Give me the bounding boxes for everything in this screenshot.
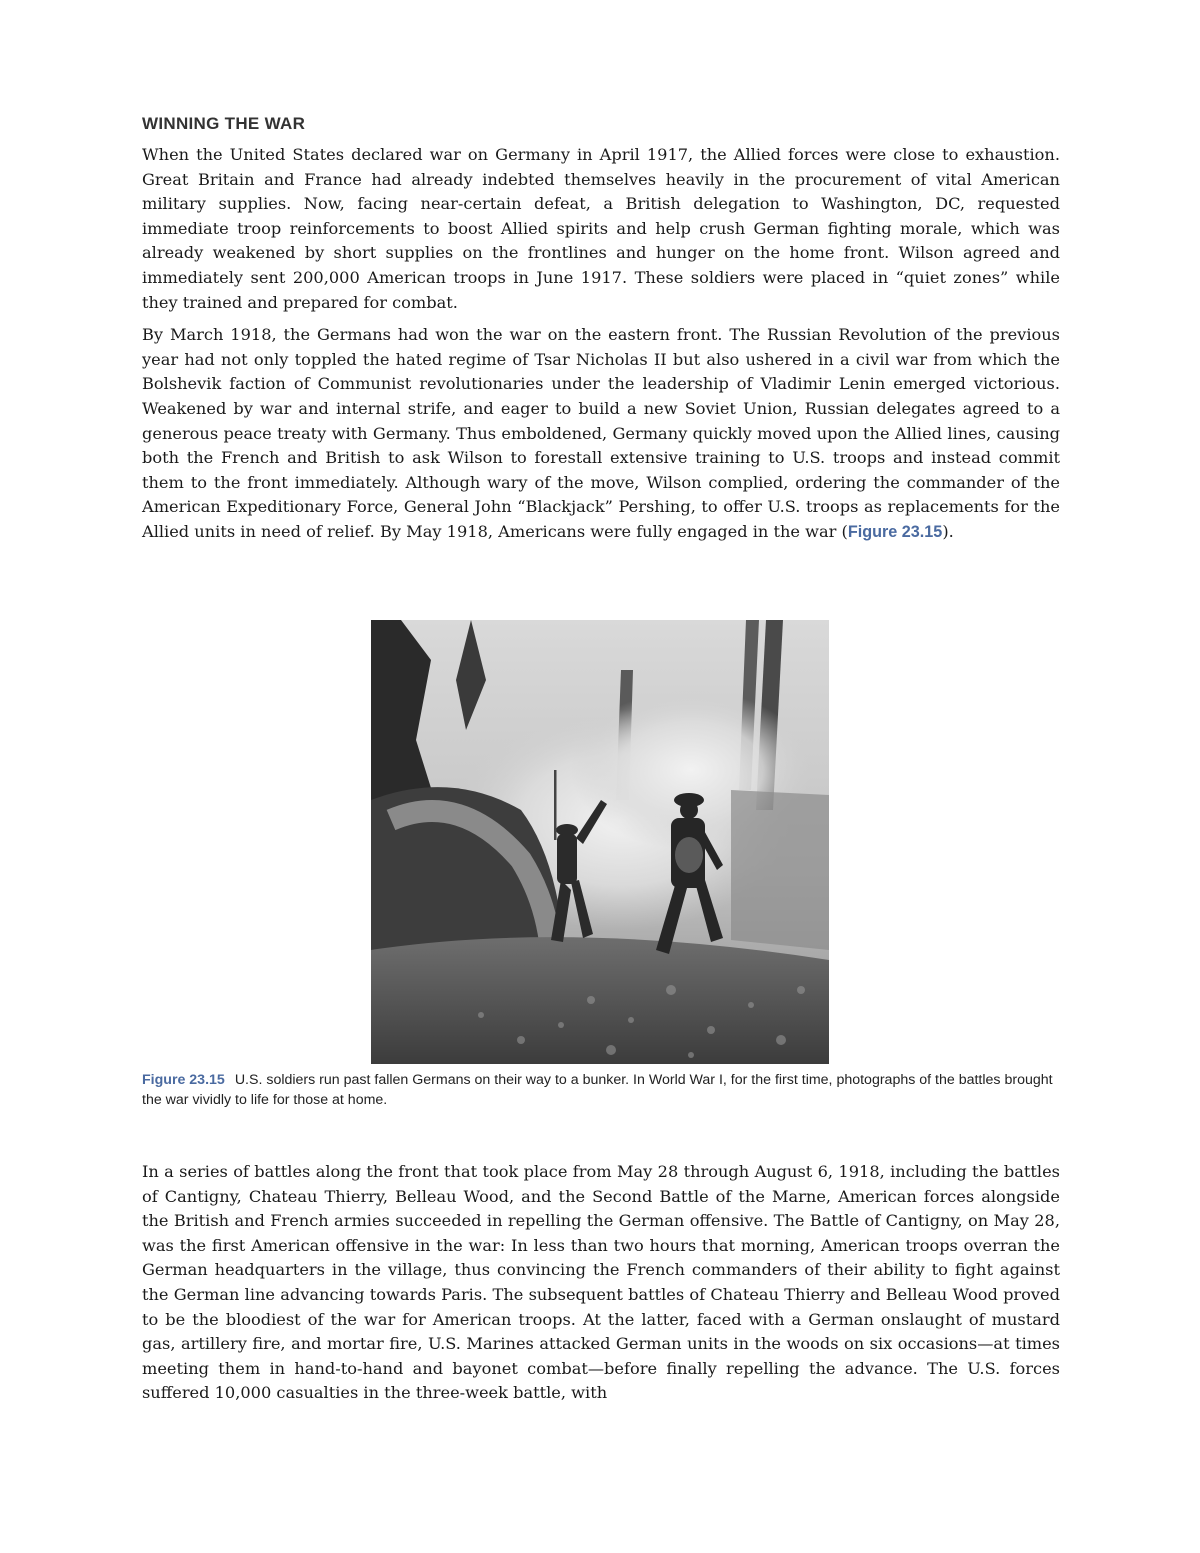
lower-body [142, 1160, 1060, 1414]
battlefield-photo [371, 620, 829, 1064]
section-heading: WINNING THE WAR [142, 114, 306, 133]
figure-label: Figure 23.15 [142, 1072, 225, 1088]
paragraph-2-text: By March 1918, the Germans had won the war on the eastern front. The Russian Revolution of the previous year had not only toppled the hated regime of Tsar Nicholas II but also ushered in a civil war from which the Bolshevik faction of Communist revolutionaries under the leadership of Vladimir Lenin emerged victorious. Weakened by war and internal strife, and eager to build a new Soviet Union, Russian delegates agreed to a generous peace treaty with Germany. Thus emboldened, Germany quickly moved upon the Allied lines, causing both the French and British to ask Wilson to forestall extensive training to U.S. troops and instead commit them to the front immediately. Although wary of the move, Wilson complied, ordering the commander of the American Expeditionary Force, General John “Blackjack” Pershing, to offer U.S. troops as replacements for the Allied units in need of relief. By May 1918, Americans were fully engaged in the war ( [142, 325, 1060, 541]
page-body [142, 114, 1060, 553]
paragraph-1: When the United States declared war on Germany in April 1917, the Allied forces were close to exhaustion. Great Britain and France had already indebted themselves heavily in the procurement of vital American military supplies. Now, facing near-certain defeat, a British delegation to Washington, DC, requested immediate troop reinforcements to boost Allied spirits and help crush German fighting morale, which was already weakened by short supplies on the frontlines and hunger on the home front. Wilson agreed and immediately sent 200,000 American troops in June 1917. These soldiers were placed in “quiet zones” while they trained and prepared for combat. [142, 145, 1060, 312]
paragraph-2-end: ). [942, 521, 954, 541]
figure-photo [371, 620, 829, 1064]
caption-text: U.S. soldiers run past fallen Germans on their way to a bunker. In World War I, for the first time, photographs of the battles brought the war vividly to life for those at home. [142, 1072, 1053, 1108]
figure-caption [142, 1070, 1060, 1110]
paragraph-2 [142, 323, 1060, 544]
paragraph-3: In a series of battles along the front that took place from May 28 through August 6, 1918, including the battles of Cantigny, Chateau Thierry, Belleau Wood, and the Second Battle of the Marne, American forces alongside the British and French armies succeeded in repelling the German offensive. The Battle of Cantigny, on May 28, was the first American offensive in the war: In less than two hours that morning, American troops overran the German headquarters in the village, thus convincing the French commanders of their ability to fight against the German line advancing towards Paris. The subsequent battles of Chateau Thierry and Belleau Wood proved to be the bloodiest of the war for American troops. At the latter, faced with a German onslaught of mustard gas, artillery fire, and mortar fire, U.S. Marines attacked German units in the woods on six occasions—at times meeting them in hand-to-hand and bayonet combat—before finally repelling the advance. The U.S. forces suffered 10,000 casualties in the three-week battle, with [142, 1162, 1060, 1403]
figure-reference-link[interactable]: Figure 23.15 [847, 522, 943, 541]
